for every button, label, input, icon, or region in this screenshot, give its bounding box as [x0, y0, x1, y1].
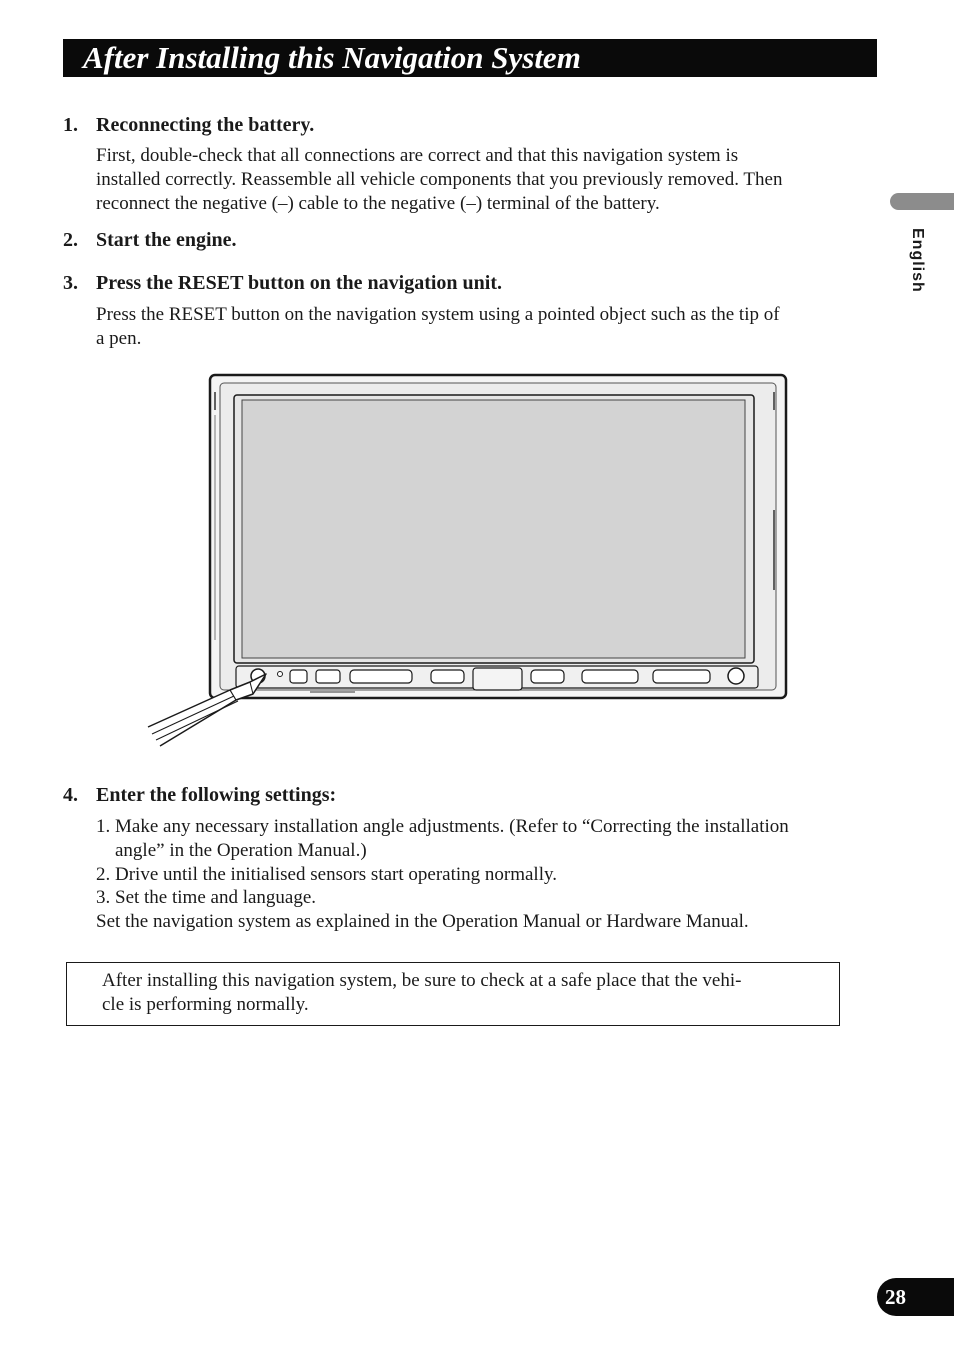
step-2-title: Start the engine. — [96, 229, 237, 251]
step-1-line: reconnect the negative (–) cable to the negative (–) terminal of the battery. — [96, 193, 660, 214]
wide-button — [582, 670, 638, 683]
step-4-number: 4. — [63, 784, 78, 806]
language-label: English — [909, 228, 926, 293]
indicator-dot — [278, 672, 283, 677]
step-4-heading — [63, 783, 336, 807]
settings-list-item: 2. Drive until the initialised sensors start operating normally. — [96, 864, 558, 885]
wide-button — [350, 670, 412, 683]
center-button — [473, 668, 522, 690]
step-3-line: a pen. — [96, 328, 142, 349]
step-4-title: Enter the following settings: — [96, 784, 337, 806]
step-2-number: 2. — [63, 229, 78, 251]
title-bar — [63, 39, 877, 77]
step-3-title: Press the RESET button on the navigation unit. — [96, 272, 503, 294]
notice-line: cle is performing normally. — [102, 994, 309, 1015]
step-1-body — [96, 144, 846, 216]
step-2-heading — [63, 228, 237, 252]
step-1-title: Reconnecting the battery. — [96, 114, 315, 136]
small-button — [431, 670, 464, 683]
page-number: 28 — [885, 1285, 906, 1309]
settings-list-item: 3. Set the time and language. — [96, 887, 317, 908]
notice-box — [66, 962, 840, 1026]
step-3-line: Press the RESET button on the navigation system using a pointed object such as the tip of — [96, 304, 780, 325]
language-tab — [890, 193, 954, 210]
step-3-number: 3. — [63, 272, 78, 294]
step-1-heading — [63, 113, 314, 137]
small-button — [316, 670, 340, 683]
step-3-heading — [63, 271, 502, 295]
pen-illustration — [148, 674, 266, 746]
navigation-unit-illustration — [140, 370, 800, 750]
step-1-line: installed correctly. Reassemble all vehicle components that you previously removed. Then — [96, 169, 783, 190]
small-button — [531, 670, 564, 683]
step-1-number: 1. — [63, 114, 78, 136]
settings-list-item: 1. Make any necessary installation angle adjustments. (Refer to “Correcting the installation — [96, 816, 789, 837]
round-knob — [728, 668, 744, 684]
notice-text — [102, 969, 802, 1017]
page-title: After Installing this Navigation System — [83, 40, 581, 75]
screen-display — [242, 400, 745, 658]
step-1-line: First, double-check that all connections are correct and that this navigation system is — [96, 145, 739, 166]
page-number-tab — [877, 1278, 954, 1316]
step-3-body — [96, 303, 846, 351]
settings-note: Set the navigation system as explained in the Operation Manual or Hardware Manual. — [96, 911, 749, 932]
wide-button — [653, 670, 710, 683]
small-button — [290, 670, 307, 683]
notice-line: After installing this navigation system, be sure to check at a safe place that the vehi- — [102, 970, 742, 991]
settings-list-item-continued: angle” in the Operation Manual.) — [115, 840, 367, 861]
